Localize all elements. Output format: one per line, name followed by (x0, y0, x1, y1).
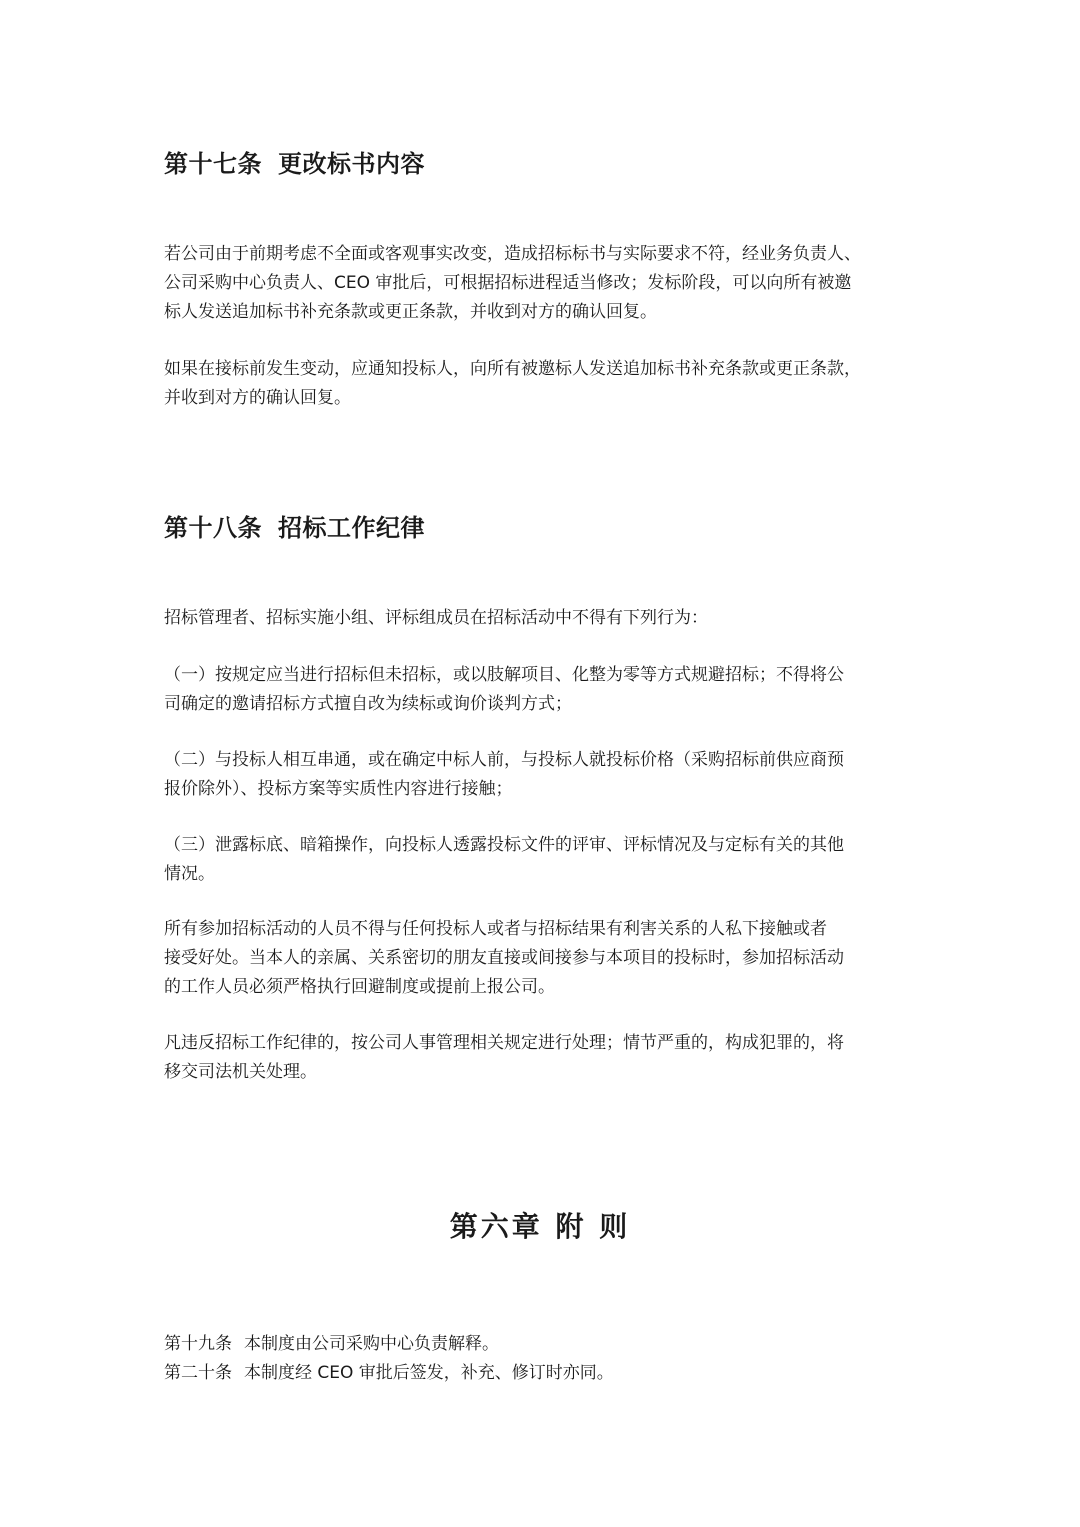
article-19 (164, 1330, 499, 1359)
article-18-title: 招标工作纪律 (278, 514, 425, 542)
text-line: 如果在接标前发生变动，应通知投标人，向所有被邀标人发送追加标书补充条款或更正条款， (164, 359, 861, 379)
article-18-paragraph-violation (164, 1029, 918, 1087)
text-line: 接受好处。当本人的亲属、关系密切的朋友直接或间接参与本项目的投标时，参加招标活动 (164, 948, 844, 968)
text-line: 若公司由于前期考虑不全面或客观事实改变，造成招标标书与实际要求不符，经业务负责人、 (164, 244, 861, 264)
text-line: （二）与投标人相互串通，或在确定中标人前，与投标人就投标价格（采购招标前供应商预 (164, 750, 844, 770)
article-18-intro (164, 604, 918, 633)
article-18-heading (164, 508, 425, 543)
article-17-title: 更改标书内容 (278, 150, 425, 178)
article-20-text: 本制度经 CEO 审批后签发，补充、修订时亦同。 (244, 1363, 614, 1383)
text-line: 标人发送追加标书补充条款或更正条款，并收到对方的确认回复。 (164, 302, 657, 322)
text-line: （三）泄露标底、暗箱操作，向投标人透露投标文件的评审、评标情况及与定标有关的其他 (164, 835, 844, 855)
article-20 (164, 1359, 614, 1388)
text-line: （一）按规定应当进行招标但未招标，或以肢解项目、化整为零等方式规避招标；不得将公 (164, 665, 844, 685)
chapter-6-title: 第六章 附 则 (449, 1210, 631, 1243)
text-line: 的工作人员必须严格执行回避制度或提前上报公司。 (164, 977, 555, 997)
text-line: 凡违反招标工作纪律的，按公司人事管理相关规定进行处理；情节严重的，构成犯罪的，将 (164, 1033, 844, 1053)
article-17-heading (164, 144, 425, 179)
text-line: 并收到对方的确认回复。 (164, 388, 351, 408)
article-18-item-2 (164, 746, 918, 804)
text-line: 公司采购中心负责人、CEO 审批后，可根据招标进程适当修改；发标阶段，可以向所有被邀 (164, 273, 852, 293)
text-line: 报价除外）、投标方案等实质性内容进行接触； (164, 779, 513, 799)
article-19-number: 第十九条 (164, 1334, 232, 1354)
article-18-item-1 (164, 661, 918, 719)
text-line: 情况。 (164, 864, 215, 884)
text-line: 所有参加招标活动的人员不得与任何投标人或者与招标结果有利害关系的人私下接触或者 (164, 919, 827, 939)
article-17-paragraph-2 (164, 355, 918, 413)
article-20-number: 第二十条 (164, 1363, 232, 1383)
text-line: 招标管理者、招标实施小组、评标组成员在招标活动中不得有下列行为： (164, 608, 708, 628)
article-18-item-3 (164, 831, 918, 889)
text-line: 司确定的邀请招标方式擅自改为续标或询价谈判方式； (164, 694, 572, 714)
article-18-number: 第十八条 (164, 514, 262, 542)
article-17-paragraph-1 (164, 240, 918, 327)
text-line: 移交司法机关处理。 (164, 1062, 317, 1082)
article-18-paragraph-all (164, 915, 918, 1002)
article-19-text: 本制度由公司采购中心负责解释。 (244, 1334, 499, 1354)
article-17-number: 第十七条 (164, 150, 262, 178)
